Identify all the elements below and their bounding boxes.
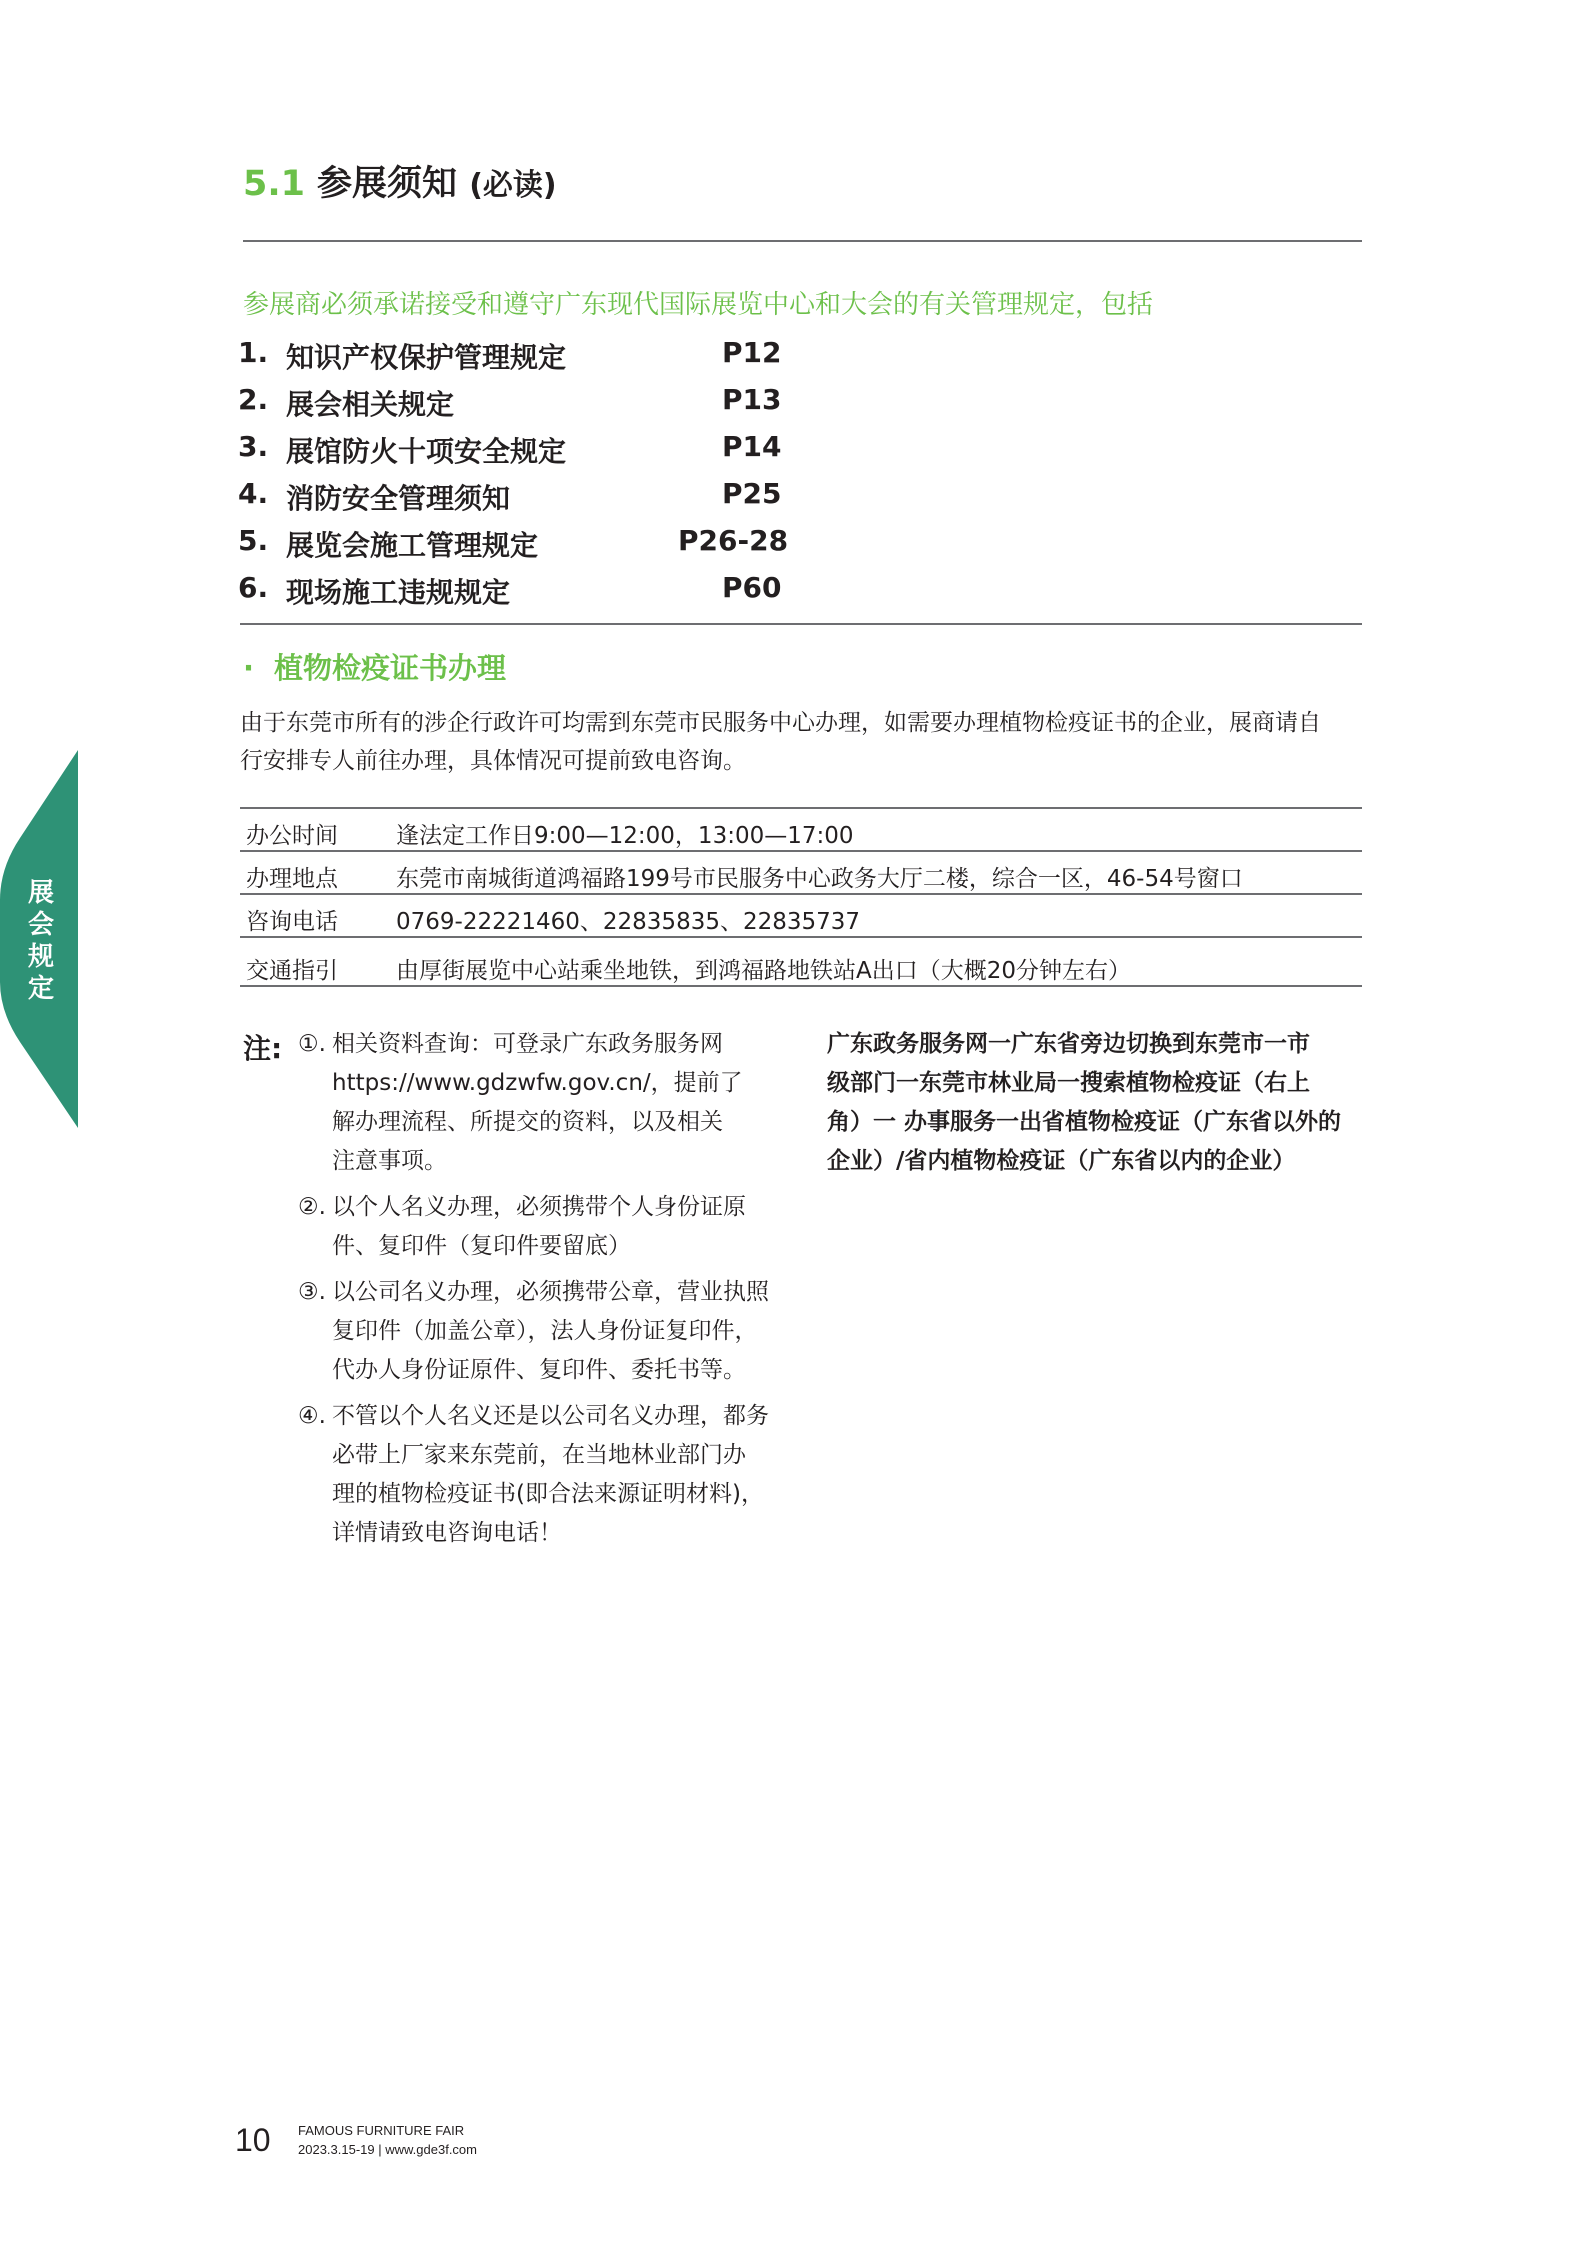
title-suffix: (必读) <box>469 168 557 203</box>
table-label: 咨询电话 <box>246 909 338 935</box>
section-heading <box>243 646 506 687</box>
note-line: https://www.gdzwfw.gov.cn/，提前了 <box>332 1070 743 1096</box>
rule-number: 2. <box>238 383 269 416</box>
note-line: 不管以个人名义还是以公司名义办理，都务 <box>332 1403 769 1429</box>
page-title <box>243 156 557 206</box>
table-row <box>240 895 1362 938</box>
list-divider <box>240 623 1362 625</box>
navigation-instructions-line: 角）一 办事服务一出省植物检疫证（广东省以外的 <box>827 1109 1342 1135</box>
page-number: 10 <box>235 2122 271 2158</box>
title-divider <box>243 240 1362 242</box>
footer-date-site: 2023.3.15-19 | www.gde3f.com <box>298 2142 477 2157</box>
table-label: 交通指引 <box>246 958 338 984</box>
table-row <box>240 809 1362 852</box>
section-paragraph-line: 由于东莞市所有的涉企行政许可均需到东莞市民服务中心办理，如需要办理植物检疫证书的企业，展商请自 <box>240 710 1321 736</box>
section-number: 5.1 <box>243 164 306 204</box>
note-mark: ②. <box>298 1194 326 1220</box>
rule-page: P14 <box>722 430 782 463</box>
table-value: 东莞市南城街道鸿福路199号市民服务中心政务大厅二楼，综合一区，46-54号窗口 <box>396 866 1243 892</box>
chapter-side-tab <box>0 750 78 1128</box>
rule-number: 4. <box>238 477 269 510</box>
table-row-border <box>240 936 1362 938</box>
note-mark: ④. <box>298 1403 326 1429</box>
rule-number: 3. <box>238 430 269 463</box>
rule-title: 展馆防火十项安全规定 <box>286 435 567 468</box>
note-line: 详情请致电咨询电话！ <box>332 1520 562 1546</box>
section-heading-text: 植物检疫证书办理 <box>274 651 507 685</box>
side-tab-char: 定 <box>27 974 54 1004</box>
rule-title: 展览会施工管理规定 <box>286 529 539 562</box>
navigation-instructions-line: 级部门一东莞市林业局一搜索植物检疫证（右上 <box>827 1070 1310 1096</box>
note-label: 注: <box>243 1032 283 1065</box>
side-tab-char: 展 <box>27 878 54 908</box>
rule-title: 消防安全管理须知 <box>286 482 511 515</box>
note-mark: ③. <box>298 1279 326 1305</box>
note-line: 复印件（加盖公章），法人身份证复印件， <box>332 1318 758 1344</box>
footer-fair-name: FAMOUS FURNITURE FAIR <box>298 2123 465 2138</box>
note-line: 件、复印件（复印件要留底） <box>332 1233 631 1259</box>
table-value: 0769-22221460、22835835、22835737 <box>396 909 861 935</box>
bullet-marker: · <box>243 651 255 685</box>
table-row-border <box>240 985 1362 987</box>
rule-title: 现场施工违规规定 <box>286 576 511 609</box>
table-value: 逢法定工作日9:00—12:00，13:00—17:00 <box>396 823 854 849</box>
rule-number: 1. <box>238 336 269 369</box>
rule-number: 5. <box>238 524 269 557</box>
navigation-instructions-line: 企业）/省内植物检疫证（广东省以内的企业） <box>827 1148 1296 1174</box>
navigation-instructions-line: 广东政务服务网一广东省旁边切换到东莞市一市 <box>827 1031 1310 1057</box>
rule-page: P60 <box>722 571 782 604</box>
table-value: 由厚街展览中心站乘坐地铁，到鸿福路地铁站A出口（大概20分钟左右） <box>396 958 1132 984</box>
rule-title: 知识产权保护管理规定 <box>286 341 567 374</box>
title-text: 参展须知 <box>317 164 458 204</box>
rule-page: P12 <box>722 336 782 369</box>
note-line: 解办理流程、所提交的资料，以及相关 <box>332 1109 723 1135</box>
table-label: 办理地点 <box>246 866 338 892</box>
rule-title: 展会相关规定 <box>286 388 455 421</box>
side-tab-char: 规 <box>27 942 54 972</box>
note-mark: ①. <box>298 1031 326 1057</box>
section-paragraph-line: 行安排专人前往办理，具体情况可提前致电咨询。 <box>240 748 746 774</box>
side-tab-char: 会 <box>27 910 54 940</box>
table-row <box>240 852 1362 895</box>
rule-page: P13 <box>722 383 782 416</box>
intro-text: 参展商必须承诺接受和遵守广东现代国际展览中心和大会的有关管理规定，包括 <box>243 290 1154 320</box>
rule-page: P26-28 <box>678 524 789 557</box>
note-line: 注意事项。 <box>332 1148 447 1174</box>
table-row <box>240 944 1362 987</box>
note-line: 代办人身份证原件、复印件、委托书等。 <box>332 1357 746 1383</box>
rule-page: P25 <box>722 477 782 510</box>
rule-number: 6. <box>238 571 269 604</box>
note-line: 理的植物检疫证书(即合法来源证明材料)， <box>332 1481 764 1507</box>
note-line: 以公司名义办理，必须携带公章，营业执照 <box>332 1279 769 1305</box>
note-line: 相关资料查询：可登录广东政务服务网 <box>332 1031 723 1057</box>
note-line: 必带上厂家来东莞前，在当地林业部门办 <box>332 1442 746 1468</box>
note-line: 以个人名义办理，必须携带个人身份证原 <box>332 1194 746 1220</box>
table-label: 办公时间 <box>246 823 338 849</box>
